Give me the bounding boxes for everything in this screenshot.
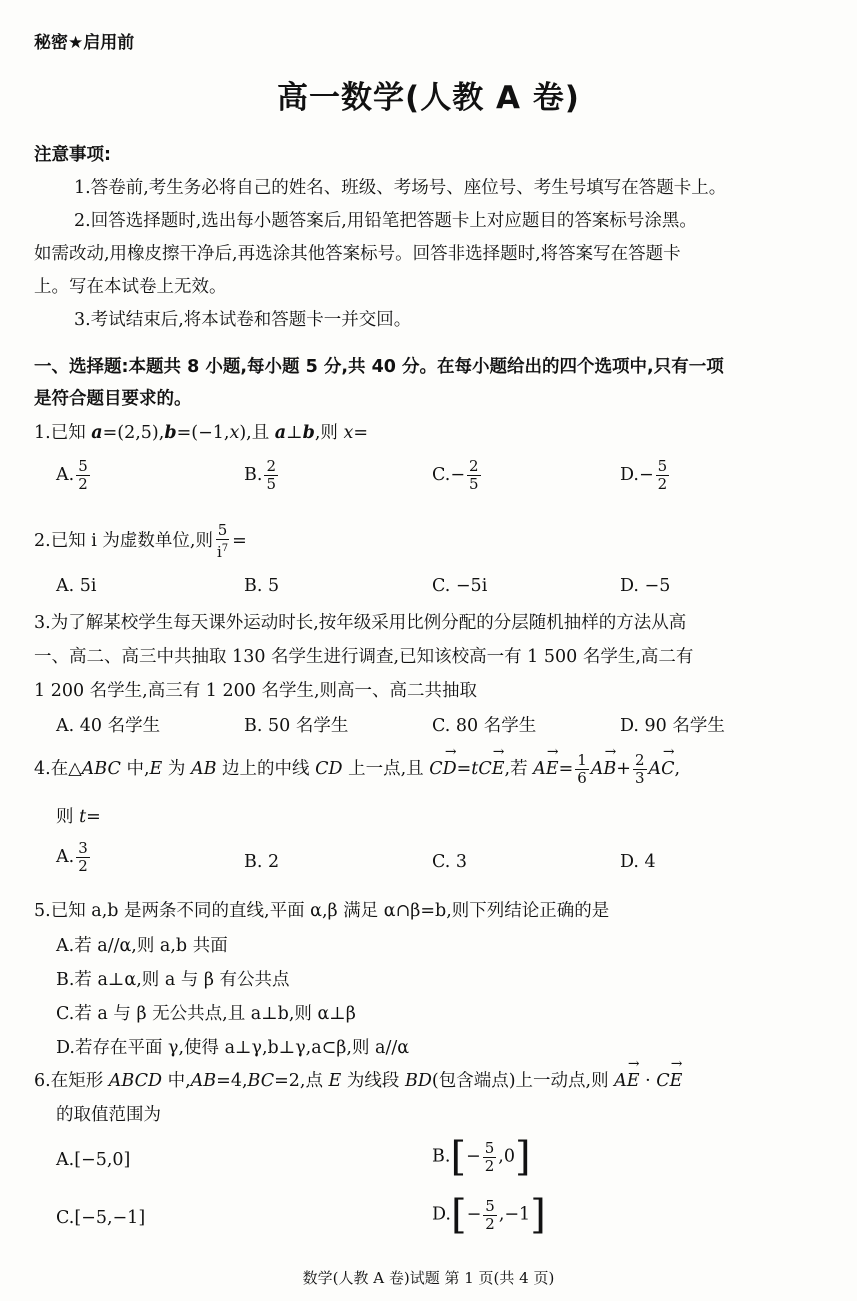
question-2-stem [34, 522, 247, 561]
q4-segment-cd: CD [315, 759, 343, 779]
question-1-stem [34, 422, 368, 444]
confidential-mark: 秘密★启用前 [34, 33, 135, 53]
denominator: 2 [657, 475, 668, 493]
note-item-2-line-2: 如需改动,用橡皮擦干净后,再选涂其他答案标号。回答非选择题时,将答案写在答题卡 [34, 244, 681, 264]
numerator: 5 [484, 1138, 495, 1157]
q1-text: ,则 [314, 423, 344, 443]
q1-text: =(2,5), [102, 423, 165, 443]
page-title: 高一数学(人教 A 卷) [277, 80, 580, 116]
question-6-line-2: 的取值范围为 [56, 1105, 161, 1125]
denominator [215, 540, 230, 561]
vector-ae: → AE [614, 1070, 639, 1092]
vector-ce: → CE [656, 1070, 682, 1092]
left-bracket: [ [450, 1134, 467, 1180]
q3-option-a: A. 40 名学生 [56, 716, 161, 736]
q6-side-ab: AB [190, 1071, 217, 1091]
fraction [483, 1140, 497, 1175]
option-label: B. [244, 465, 263, 485]
note-item-2-line-3: 上。写在本试卷上无效。 [34, 277, 227, 297]
q4-text: 中, [120, 759, 150, 779]
q2-option-b: B. 5 [244, 576, 280, 596]
q6-rectangle: ABCD [108, 1071, 163, 1091]
left-bracket: [ [450, 1192, 467, 1238]
q4-text: = [86, 807, 101, 827]
question-4-line-2 [56, 806, 101, 828]
q6-text: =4, [216, 1071, 248, 1091]
q1-vector-b: b [302, 423, 315, 443]
q1-var-x: x [343, 423, 354, 443]
q5-option-a: A.若 a//α,则 a,b 共面 [56, 936, 228, 956]
fraction [633, 752, 647, 787]
option-label: C. [432, 465, 451, 485]
q5-option-c: C.若 a 与 β 无公共点,且 a⊥b,则 α⊥β [56, 1004, 356, 1024]
option-label: D. [432, 1204, 451, 1225]
q4-point-e: E [149, 759, 163, 779]
option-label: D. [620, 465, 639, 485]
vector-ac: → AC [649, 758, 675, 780]
q6-option-d [432, 1192, 546, 1238]
vector-cd: → CD [429, 758, 456, 780]
numerator: 5 [485, 1196, 495, 1215]
fraction [656, 458, 670, 493]
denominator: 6 [577, 769, 587, 787]
right-bracket: ] [530, 1192, 546, 1238]
question-3-line-1: 3.为了解某校学生每天课外运动时长,按年级采用比例分配的分层随机抽样的方法从高 [34, 613, 687, 633]
vector-ae: → AE [533, 758, 558, 780]
fraction [264, 458, 278, 493]
q3-option-d: D. 90 名学生 [620, 716, 725, 736]
q6-side-bc: BC [247, 1071, 275, 1091]
option-label: A. [56, 847, 75, 867]
note-item-1: 1.答卷前,考生务必将自己的姓名、班级、考场号、座位号、考生号填写在答题卡上。 [74, 178, 727, 198]
q4-text: 边上的中线 [216, 759, 316, 779]
q4-text: = [558, 759, 574, 779]
q6-text: 6.在矩形 [34, 1071, 109, 1091]
q2-text: = [232, 531, 247, 551]
q1-option-a [56, 458, 92, 493]
interval-end: ,0 [498, 1146, 515, 1167]
q1-var-x: x [229, 423, 240, 443]
numerator: 5 [78, 457, 88, 475]
question-5-stem: 5.已知 a,b 是两条不同的直线,平面 α,β 满足 α∩β=b,则下列结论正确的是 [34, 901, 610, 921]
q4-var-t: t [79, 807, 87, 827]
numerator: 5 [657, 457, 668, 475]
interval-end: ,−1 [498, 1204, 531, 1225]
q4-option-b: B. 2 [244, 852, 280, 872]
fraction [76, 840, 90, 875]
q4-option-d: D. 4 [620, 852, 656, 872]
numerator: 2 [634, 751, 645, 769]
note-item-3: 3.考试结束后,将本试卷和答题卡一并交回。 [74, 310, 412, 330]
minus-sign: − [450, 465, 466, 485]
q1-text: 1.已知 [34, 423, 92, 443]
vector-ab: → AB [591, 758, 617, 780]
q3-option-c: C. 80 名学生 [432, 716, 537, 736]
q4-var-t: t [471, 759, 479, 779]
denominator: 3 [634, 769, 645, 787]
q1-vector-b: b [164, 423, 177, 443]
q6-option-a: A.[−5,0] [56, 1150, 131, 1170]
q1-text: = [353, 423, 369, 443]
fraction [215, 522, 230, 561]
q4-side-ab: AB [190, 759, 217, 779]
q4-triangle: ABC [81, 759, 121, 779]
q4-text: , [674, 759, 681, 779]
q1-option-b [244, 458, 280, 493]
fraction [467, 458, 481, 493]
q4-text: 为 [162, 759, 191, 779]
question-3-line-2: 一、高二、高三中共抽取 130 名学生进行调查,已知该校高一有 1 500 名学生,高二有 [34, 647, 694, 667]
minus-sign: − [466, 1146, 481, 1167]
q2-option-c: C. −5i [432, 576, 488, 596]
question-6-line-1 [34, 1070, 682, 1092]
q2-option-a: A. 5i [56, 576, 97, 596]
q6-text: 中, [162, 1071, 191, 1091]
denominator: 5 [469, 475, 479, 493]
option-label: A. [56, 465, 75, 485]
fraction [76, 458, 90, 493]
q4-text: 4.在△ [34, 759, 82, 779]
q6-text: 为线段 [341, 1071, 405, 1091]
q6-text: (包含端点)上一动点,则 [431, 1071, 615, 1091]
denominator: 2 [484, 1156, 495, 1175]
q5-option-d: D.若存在平面 γ,使得 a⊥γ,b⊥γ,a⊂β,则 a//α [56, 1038, 410, 1058]
q6-segment-bd: BD [404, 1071, 432, 1091]
right-bracket: ] [514, 1134, 531, 1180]
q5-option-b: B.若 a⊥α,则 a 与 β 有公共点 [56, 970, 290, 990]
q4-option-a [56, 840, 92, 875]
page-footer: 数学(人教 A 卷)试题 第 1 页(共 4 页) [302, 1269, 555, 1287]
note-item-2-line-1: 2.回答选择题时,选出每小题答案后,用铅笔把答题卡上对应题目的答案标号涂黑。 [74, 211, 697, 231]
option-label: B. [432, 1146, 451, 1167]
q6-option-b [432, 1134, 531, 1180]
q4-text: ,若 [504, 759, 534, 779]
q6-option-c: C.[−5,−1] [56, 1208, 146, 1228]
q2-option-d: D. −5 [620, 576, 671, 596]
q1-text: =(−1, [176, 423, 230, 443]
q4-text: + [616, 759, 631, 779]
denominator: 2 [485, 1214, 495, 1233]
q4-text: = [456, 759, 472, 779]
denominator: 5 [266, 475, 276, 493]
q1-perp-symbol: ⊥ [286, 423, 303, 443]
notes-heading: 注意事项: [34, 145, 111, 165]
q4-text: 则 [56, 807, 80, 827]
q3-option-b: B. 50 名学生 [244, 716, 349, 736]
section-heading-line-2: 是符合题目要求的。 [34, 389, 192, 409]
question-4-line-1 [34, 752, 680, 787]
numerator: 2 [266, 457, 276, 475]
minus-sign: − [466, 1204, 482, 1225]
imaginary-unit: i [216, 543, 222, 561]
section-heading-line-1: 一、选择题:本题共 8 小题,每小题 5 分,共 40 分。在每小题给出的四个选项中,只有一项 [34, 357, 724, 377]
q6-text: =2,点 [274, 1071, 329, 1091]
q1-option-c [432, 458, 483, 493]
denominator: 2 [78, 475, 88, 493]
numerator: 1 [577, 751, 587, 769]
dot-product-symbol: · [639, 1071, 657, 1091]
fraction [483, 1198, 497, 1233]
q6-point-e: E [328, 1071, 342, 1091]
denominator: 2 [78, 857, 88, 875]
numerator: 3 [78, 839, 88, 857]
question-3-line-3: 1 200 名学生,高三有 1 200 名学生,则高一、高二共抽取 [34, 681, 478, 701]
q2-text: 2.已知 i 为虚数单位,则 [34, 531, 213, 551]
q1-vector-a: a [274, 423, 287, 443]
numerator: 2 [469, 457, 479, 475]
q4-text: 上一点,且 [342, 759, 430, 779]
q1-text: ),且 [239, 423, 275, 443]
q1-option-d [620, 458, 671, 493]
q1-vector-a: a [91, 423, 103, 443]
fraction [575, 752, 589, 787]
vector-ce: → CE [478, 758, 504, 780]
numerator: 5 [217, 521, 228, 539]
exponent: 7 [221, 543, 229, 554]
minus-sign: − [638, 465, 654, 485]
q4-option-c: C. 3 [432, 852, 468, 872]
